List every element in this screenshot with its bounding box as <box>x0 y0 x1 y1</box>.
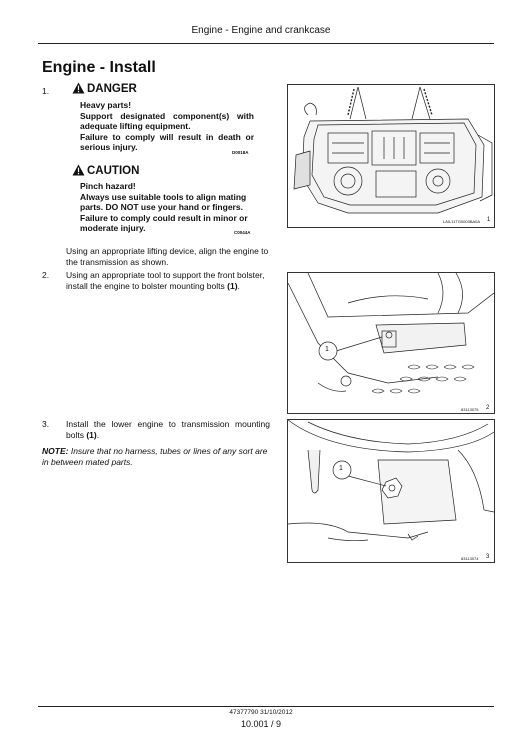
figure-2 <box>287 272 495 414</box>
note-label: NOTE: <box>42 446 69 456</box>
danger-label: DANGER <box>87 83 137 95</box>
caution-line-2: Always use suitable tools to align mating parts. DO NOT use your hand or fingers. <box>80 191 247 212</box>
engine-lifting-illustration <box>288 85 494 227</box>
footer-page-number: 10.001 / 9 <box>240 719 282 729</box>
step-3-text <box>66 419 270 440</box>
figure-2-number: 2 <box>486 405 490 411</box>
step-2-ref: (1) <box>227 280 238 291</box>
danger-line-3: Failure to comply will result in death or serious injury. <box>80 131 254 152</box>
note-text: Insure that no harness, tubes or lines of any sort are in between mated parts. <box>42 446 268 467</box>
page-title: Engine - Install <box>42 59 156 76</box>
step-2-number: 2. <box>42 270 50 280</box>
caution-heading <box>72 164 139 179</box>
transmission-bolts-illustration <box>288 420 494 562</box>
caution-code: C0044A <box>234 230 251 235</box>
caution-line-1: Pinch hazard! <box>80 181 136 191</box>
step-3-number: 3. <box>42 419 50 429</box>
caution-label: CAUTION <box>87 165 140 177</box>
figure-3-callout: 1 <box>339 465 343 472</box>
figure-1-number: 1 <box>487 217 491 223</box>
danger-heading <box>72 82 137 97</box>
figure-3-number: 3 <box>486 554 490 560</box>
caution-line-3: Failure to comply could result in minor or moderate injury. <box>80 212 248 233</box>
figure-1 <box>287 84 495 228</box>
step-3-body: Install the lower engine to transmission mounting bolts <box>66 419 270 440</box>
warning-triangle-icon <box>72 82 85 97</box>
caution-text <box>80 181 256 234</box>
footer-doc-id: 47377790 31/10/2012 <box>229 709 293 716</box>
figure-2-caption: 83113075 <box>461 407 479 412</box>
bolster-bolts-illustration <box>288 273 494 413</box>
step-1-text: Using an appropriate lifting device, align the engine to the transmission as shown. <box>66 246 269 267</box>
warning-triangle-icon <box>72 164 85 179</box>
running-header: Engine - Engine and crankcase <box>191 25 331 36</box>
figure-1-caption: LAIL11TG0003BA0A <box>443 219 481 224</box>
figure-3 <box>287 419 495 563</box>
figure-3-caption: 83113074 <box>461 556 479 561</box>
danger-text <box>80 100 254 153</box>
figure-2-callout: 1 <box>325 346 329 353</box>
danger-code: D0018A <box>232 150 249 155</box>
danger-line-1: Heavy parts! <box>80 100 132 110</box>
footer-rule <box>38 706 494 707</box>
note <box>42 446 270 467</box>
step-3-end: . <box>96 429 100 440</box>
step-2-end: . <box>237 280 240 291</box>
step-2-text <box>66 270 272 291</box>
danger-line-2: Support designated component(s) with adequate lifting equipment. <box>80 110 254 131</box>
header-rule <box>38 43 494 44</box>
step-2-body: Using an appropriate tool to support the front bolster, install the engine to bolster mounting bolts <box>66 270 265 291</box>
step-1-number: 1. <box>42 86 50 96</box>
step-3-ref: (1) <box>86 429 97 440</box>
